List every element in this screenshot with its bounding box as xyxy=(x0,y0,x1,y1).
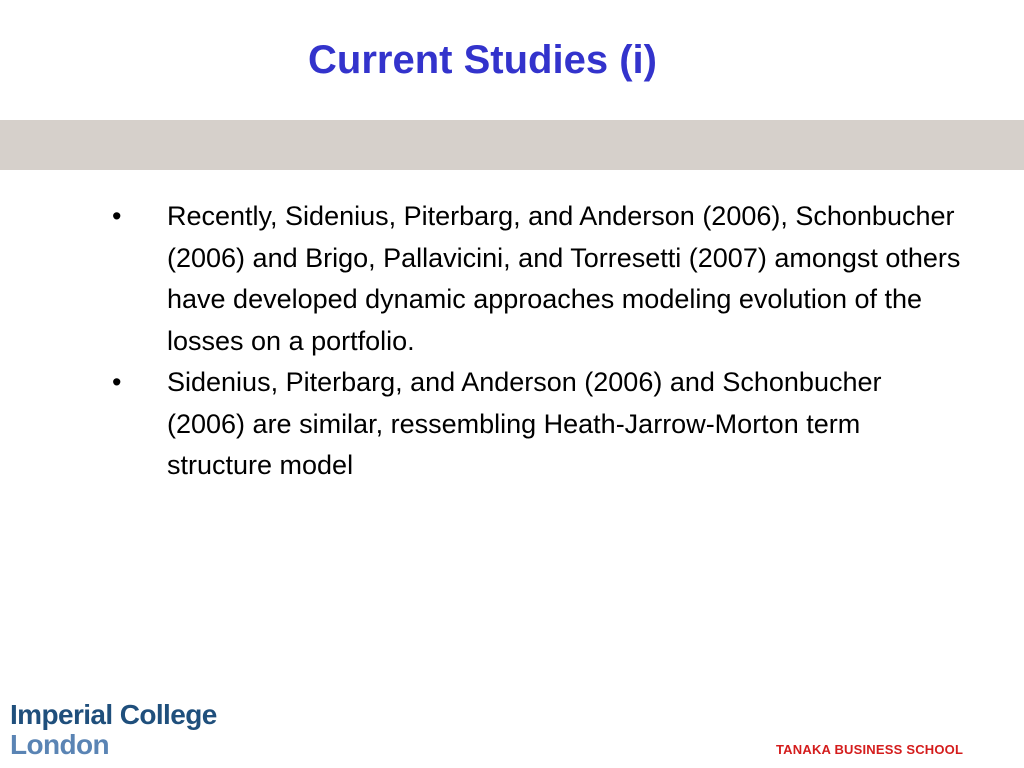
bullet-list xyxy=(0,196,1024,487)
title-divider-band xyxy=(0,120,1024,170)
logo-line-london: London xyxy=(10,729,110,760)
bullet-text: Recently, Sidenius, Piterbarg, and Anderson (2006), Schonbucher (2006) and Brigo, Pallavicini, and Torresetti (2007) amongst others have developed dynamic approaches modeling evolution of the losses on a portfolio. xyxy=(167,201,961,356)
bullet-marker: • xyxy=(112,201,122,231)
bullet-marker: • xyxy=(112,367,122,397)
slide-title: Current Studies (i) xyxy=(308,38,657,82)
tanaka-business-school-label: TANAKA BUSINESS SCHOOL xyxy=(776,742,964,757)
logo-line-imperial-college: Imperial College xyxy=(10,699,217,730)
bullet-item xyxy=(0,196,967,362)
imperial-college-logo xyxy=(10,700,250,760)
bullet-text: Sidenius, Piterbarg, and Anderson (2006) and Schonbucher (2006) are similar, ressembling Heath-Jarrow-Morton term structure model xyxy=(167,367,882,480)
bullet-item xyxy=(0,362,967,487)
